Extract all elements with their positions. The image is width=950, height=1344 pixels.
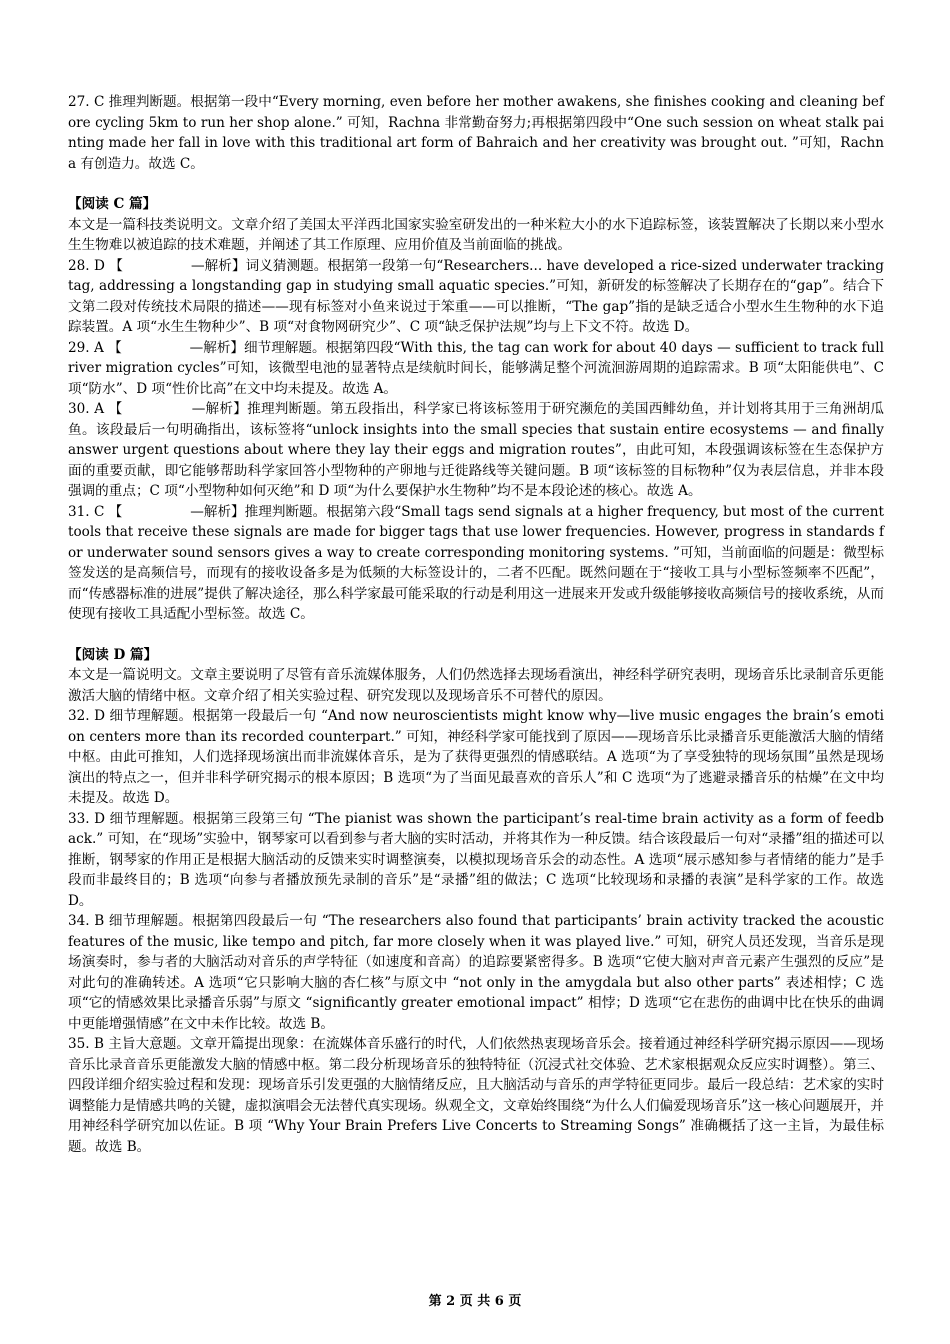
- answer-27: 27. C 推理判断题。根据第一段中“Every morning, even before her mother awakens, she finishes cooking and cleaning before cycling 5km to run her shop alone.” 可知，Rachna 非常勤奋努力;再根据第四段中“One such session on wheat stalk painting made her fall in love with this traditional art form of Bahraich and her creativity was brought out. ”可知，Rachna 有创造力。故选 C。: [68, 94, 884, 172]
- answer-32: 32. D 细节理解题。根据第一段最后一句 “And now neuroscientists might know why—live music engages the brain’s emotion centers more than its recorded counterpart.” 可知，神经科学家可能找到了原因——现场音乐比录播音乐更能激活大脑的情绪中枢。由此可推知，人们选择现场演出而非流媒体音乐，是为了获得更强烈的情感联结。A 选项“为了享受独特的现场氛围”虽然是现场演出的特点之一，但并非科学研究揭示的根本原因；B 选项“为了当面见最喜欢的音乐人”和 C 选项“为了逃避录播音乐的枯燥”在文中均未提及。故选 D。: [68, 708, 884, 806]
- section-c-intro: 本文是一篇科技类说明文。文章介绍了美国太平洋西北国家实验室研发出的一种米粒大小的水下追踪标签，该装置解决了长期以来小型水生生物难以被追踪的技术难题，并阐述了其工作原理、应用价值及当前面临的挑战。: [68, 216, 884, 253]
- section-d-heading: 【阅读 D 篇】: [68, 646, 158, 663]
- answer-29: 29. A 【 —解析】细节理解题。根据第四段“With this, the tag can work for about 40 days — sufficient to track full river migration cycles”可知，该微型电池的显著特点是续航时间长，能够满足整个河流洄游周期的追踪需求。B 项“太阳能供电”、C 项“防水”、D 项“性价比高”在文中均未提及。故选 A。: [68, 339, 884, 397]
- answer-34: 34. B 细节理解题。根据第四段最后一句 “The researchers also found that participants’ brain activity tracked the acoustic features of the music, like tempo and pitch, far more closely when it was played live.” 可知，研究人员还发现，当音乐是现场演奏时，参与者的大脑活动对音乐的声学特征（如速度和音高）的追踪要紧密得多。B 选项“它使大脑对声音元素产生强烈的反应”是对此句的准确转述。A 选项“它只影响大脑的杏仁核”与原文中 “not only in the amygdala but also other parts” 表述相悖；C 选项“它的情感效果比录播音乐弱”与原文 “significantly greater emotional impact” 相悖；D 选项“它在悲伤的曲调中比在快乐的曲调中更能增强情感”在文中未作比较。故选 B。: [68, 913, 884, 1032]
- answer-30: 30. A 【 —解析】推理判断题。第五段指出，科学家已将该标签用于研究濒危的美国西鲱幼鱼，并计划将其用于三角洲胡瓜鱼。该段最后一句明确指出，该标签将“unlock insights into the small species that sustain entire ecosystems — and finally answer urgent questions about where they lay their eggs and migration routes”，由此可知，本段强调该标签在生态保护方面的重要贡献，即它能够帮助科学家回答小型物种的产卵地与迁徙路线等关键问题。B 项“该标签的目标物种”仅为表层信息，并非本段强调的重点；C 项“小型物种如何灭绝”和 D 项“为什么要保护水生物种”均不是本段论述的核心。故选 A。: [68, 401, 884, 499]
- answer-33: 33. D 细节理解题。根据第三段第三句 “The pianist was shown the participant’s real-time brain activity as a form of feedback.” 可知，在“现场”实验中，钢琴家可以看到参与者大脑的实时活动，并将其作为一种反馈。结合该段最后一句对“录播”组的描述可以推断，钢琴家的作用正是根据大脑活动的反馈来实时调整演奏，以模拟现场音乐会的动态性。A 选项“展示感知参与者情绪的能力”是手段而非最终目的；B 选项“向参与者播放预先录制的音乐”是“录播”组的做法；C 选项“比较现场和录播的表演”是科学家的工作。故选 D。: [68, 810, 884, 909]
- document-page: [68, 92, 884, 1157]
- answer-31: 31. C 【 —解析】推理判断题。根据第六段“Small tags send signals at a higher frequency, but most of the current tools that receive these signals are made for bigger tags that use lower frequencies. However, progress in standards for underwater sound sensors gives a way to create corresponding monitoring systems. ”可知，当前面临的问题是：微型标签发送的是高频信号，而现有的接收设备多是为低频的大标签设计的，二者不匹配。既然问题在于“接收工具与小型标签频率不匹配”，而“传感器标准的进展”提供了解决途径，那么科学家最可能采取的行动是利用这一进展来开发或升级能够接收高频信号的接收系统，从而使现有接收工具适配小型标签。故选 C。: [68, 503, 884, 622]
- answer-28: 28. D 【 —解析】词义猜测题。根据第一段第一句“Researchers... have developed a rice-sized underwater tracking tag, addressing a longstanding gap in studying small aquatic species.”可知，新研发的标签解决了长期存在的“gap”。结合下文第二段对传统技术局限的描述——现有标签对小鱼来说过于笨重——可以推断，“The gap”指的是缺乏适合小型水生生物种的水下追踪装置。A 项“水生生物种少”、B 项“对食物网研究少”、C 项“缺乏保护法规”均与上下文不符。故选 D。: [68, 257, 884, 335]
- page-footer: 第 2 页 共 6 页: [428, 1294, 522, 1309]
- answer-35: 35. B 主旨大意题。文章开篇提出现象：在流媒体音乐盛行的时代，人们依然热衷现场音乐会。接着通过神经科学研究揭示原因——现场音乐比录音音乐更能激发大脑的情感中枢。第二段分析现场音乐的独特特征（沉浸式社交体验、艺术家根据观众反应实时调整）。第三、四段详细介绍实验过程和发现：现场音乐引发更强的大脑情绪反应，且大脑活动与音乐的声学特征更同步。最后一段总结：艺术家的实时调整能力是情感共鸣的关键，虚拟演唱会无法替代真实现场。纵观全文，文章始终围绕“为什么人们偏爱现场音乐”这一核心问题展开，并用神经科学研究加以佐证。B 项 “Why Your Brain Prefers Live Concerts to Streaming Songs” 准确概括了这一主旨，为最佳标题。故选 B。: [68, 1036, 884, 1155]
- section-d-intro: 本文是一篇说明文。文章主要说明了尽管有音乐流媒体服务，人们仍然选择去现场看演出，神经科学研究表明，现场音乐比录制音乐更能激活大脑的情绪中枢。文章介绍了相关实验过程、研究发现以及现场音乐不可替代的原因。: [68, 667, 884, 704]
- section-c-heading: 【阅读 C 篇】: [68, 196, 157, 212]
- spacer: [68, 174, 884, 194]
- spacer: [68, 625, 884, 645]
